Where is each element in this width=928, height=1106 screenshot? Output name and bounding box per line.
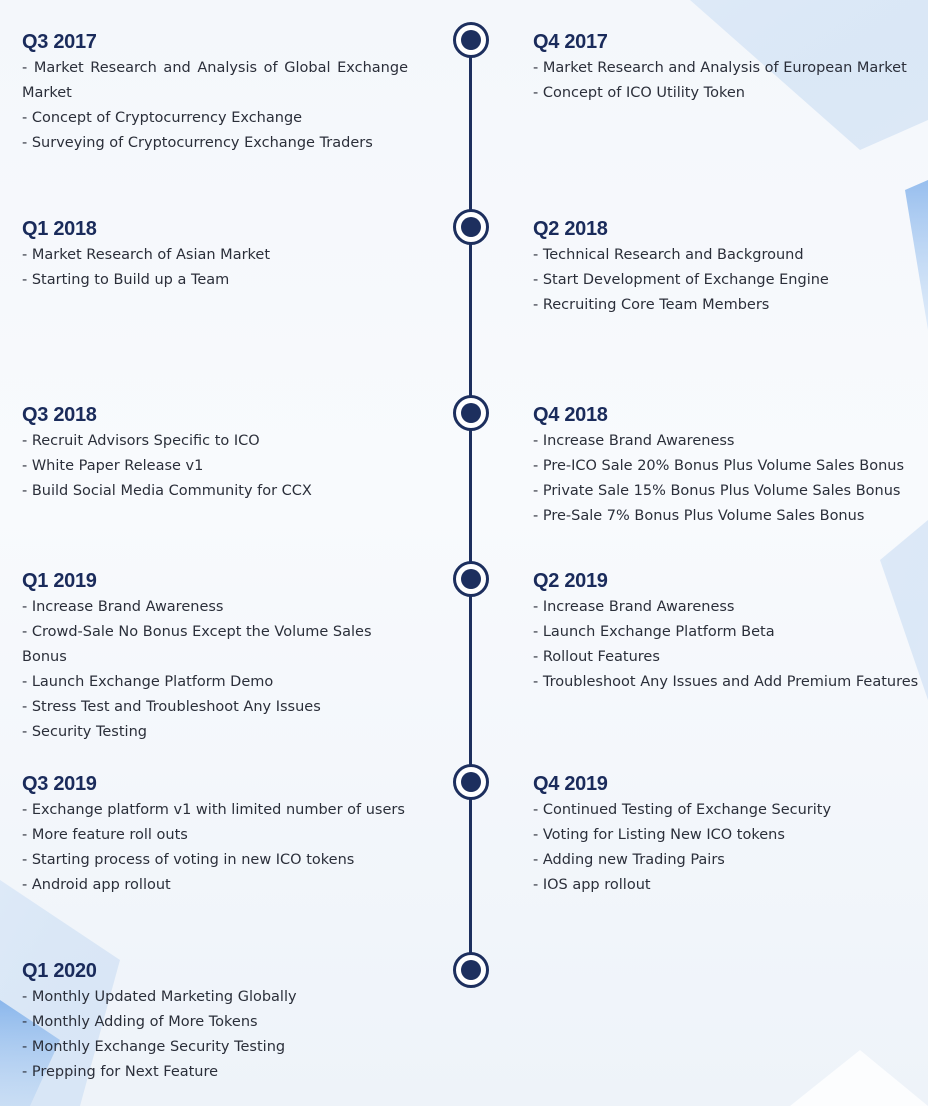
milestone-item: - Pre-Sale 7% Bonus Plus Volume Sales Bonus: [533, 508, 865, 524]
milestone-item: - Prepping for Next Feature: [22, 1064, 219, 1080]
milestone-q2-2019: [533, 569, 919, 695]
period-heading: Q3 2019: [22, 773, 97, 795]
milestone-items: [22, 56, 408, 156]
milestone-item: - Market Research of Asian Market: [22, 247, 271, 263]
milestone-item: - Adding new Trading Pairs: [533, 852, 725, 868]
milestone-items: [22, 429, 408, 504]
milestone-item: - More feature roll outs: [22, 827, 188, 843]
milestone-item: - Pre-ICO Sale 20% Bonus Plus Volume Sales Bonus: [533, 458, 905, 474]
milestone-item: - IOS app rollout: [533, 877, 651, 893]
milestone-items: [22, 985, 408, 1085]
milestone-item: - Starting to Build up a Team: [22, 272, 230, 288]
milestone-q4-2017: [533, 30, 919, 106]
timeline-node-q3-2017: [453, 22, 489, 58]
timeline-axis: [469, 40, 472, 970]
milestone-item: - Concept of Cryptocurrency Exchange: [22, 110, 303, 126]
period-heading: Q3 2018: [22, 404, 97, 426]
period-heading: Q3 2017: [22, 31, 97, 53]
period-heading: Q4 2017: [533, 31, 608, 53]
milestone-item: - Troubleshoot Any Issues and Add Premium Features: [533, 674, 919, 690]
milestone-item: - Build Social Media Community for CCX: [22, 483, 312, 499]
milestone-item: - Voting for Listing New ICO tokens: [533, 827, 785, 843]
period-heading: Q4 2018: [533, 404, 608, 426]
milestone-item: - Crowd-Sale No Bonus Except the Volume Sales Bonus: [22, 624, 372, 665]
milestone-item: - Monthly Exchange Security Testing: [22, 1039, 286, 1055]
period-heading: Q1 2018: [22, 218, 97, 240]
period-heading: Q1 2020: [22, 960, 97, 982]
milestone-item: - Launch Exchange Platform Demo: [22, 674, 274, 690]
milestone-items: [22, 595, 408, 745]
timeline-node-q1-2018: [453, 209, 489, 245]
milestone-item: - Continued Testing of Exchange Security: [533, 802, 832, 818]
timeline-node-q3-2019: [453, 764, 489, 800]
milestone-q4-2019: [533, 772, 919, 898]
milestone-item: - Technical Research and Background: [533, 247, 804, 263]
milestone-item: - Rollout Features: [533, 649, 660, 665]
period-heading: Q2 2018: [533, 218, 608, 240]
milestone-q3-2017: [22, 30, 408, 156]
milestone-q4-2018: [533, 403, 919, 529]
milestone-items: [533, 595, 919, 695]
milestone-item: - Increase Brand Awareness: [22, 599, 224, 615]
milestone-item: - Increase Brand Awareness: [533, 433, 735, 449]
milestone-item: - Increase Brand Awareness: [533, 599, 735, 615]
milestone-q3-2018: [22, 403, 408, 504]
milestone-item: - Security Testing: [22, 724, 147, 740]
milestone-item: - Launch Exchange Platform Beta: [533, 624, 775, 640]
milestone-item: - Market Research and Analysis of Global Exchange Market: [22, 60, 408, 101]
timeline-node-q3-2018: [453, 395, 489, 431]
milestone-item: - Starting process of voting in new ICO tokens: [22, 852, 355, 868]
milestone-item: - Concept of ICO Utility Token: [533, 85, 745, 101]
milestone-items: [22, 243, 408, 293]
milestone-items: [533, 56, 919, 106]
milestone-item: - Private Sale 15% Bonus Plus Volume Sales Bonus: [533, 483, 901, 499]
milestone-item: - Recruiting Core Team Members: [533, 297, 770, 313]
milestone-item: - Recruit Advisors Specific to ICO: [22, 433, 260, 449]
milestone-items: [533, 798, 919, 898]
milestone-item: - Start Development of Exchange Engine: [533, 272, 829, 288]
milestone-item: - Android app rollout: [22, 877, 171, 893]
milestone-items: [22, 798, 408, 898]
period-heading: Q1 2019: [22, 570, 97, 592]
milestone-item: - Stress Test and Troubleshoot Any Issues: [22, 699, 321, 715]
milestone-item: - Exchange platform v1 with limited number of users: [22, 802, 405, 818]
milestone-item: - White Paper Release v1: [22, 458, 204, 474]
milestone-items: [533, 243, 919, 318]
milestone-q1-2019: [22, 569, 408, 745]
milestone-item: - Surveying of Cryptocurrency Exchange Traders: [22, 135, 373, 151]
milestone-q3-2019: [22, 772, 408, 898]
period-heading: Q2 2019: [533, 570, 608, 592]
milestone-item: - Market Research and Analysis of European Market: [533, 60, 907, 76]
period-heading: Q4 2019: [533, 773, 608, 795]
timeline-node-q1-2020: [453, 952, 489, 988]
milestone-q1-2020: [22, 959, 408, 1085]
milestone-q1-2018: [22, 217, 408, 293]
milestone-items: [533, 429, 919, 529]
milestone-item: - Monthly Updated Marketing Globally: [22, 989, 297, 1005]
milestone-item: - Monthly Adding of More Tokens: [22, 1014, 258, 1030]
milestone-q2-2018: [533, 217, 919, 318]
timeline-node-q1-2019: [453, 561, 489, 597]
